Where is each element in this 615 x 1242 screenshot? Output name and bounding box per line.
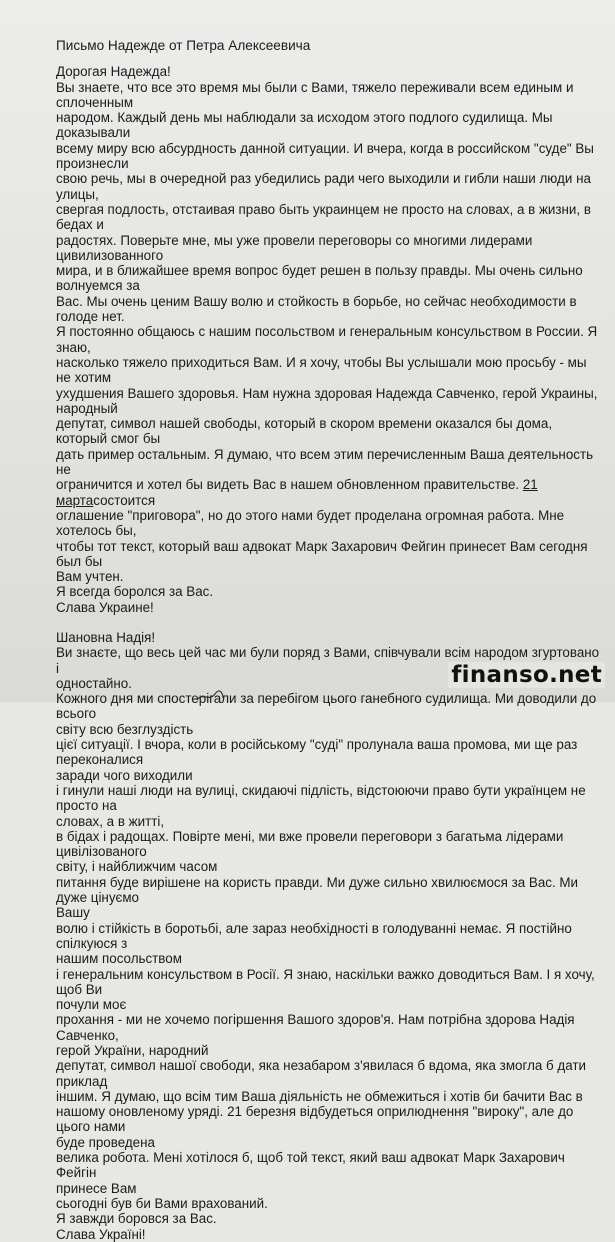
ru-text-line: народом. Каждый день мы наблюдали за исходом этого подлого судилища. Мы доказывали — [56, 110, 553, 141]
ru-text-line: Я постоянно общаюсь с нашим посольством и генеральным консульством в России. Я знаю, — [56, 324, 598, 355]
ua-text-line: питання буде вирішене на користь правди. Ми дуже сильно хвилюємося за Вас. Ми дуже цінуємо — [56, 874, 579, 906]
ua-text-line: нашим посольством — [56, 951, 182, 967]
russian-greeting: Дорогая Надежда! — [56, 64, 171, 80]
ru-text-line: свергая подлость, отстаивая право быть украинцем не просто на словах, а в жизни, в бедах и — [56, 201, 591, 233]
ua-text-line: Кожного дня ми спостерігали за перебігом цього ганебного судилища. Ми доводили до всього — [56, 691, 597, 722]
ru-text-line: чтобы тот текст, который ваш адвокат Марк Захарович Фейгин принесет Вам сегодня был бы — [56, 538, 588, 569]
date-suffix: состоится — [93, 492, 156, 508]
ru-text-line: всему миру всю абсурдность данной ситуации. И вчера, когда в российском "суде" Вы произнесли — [56, 140, 594, 172]
ua-text-line: волю і стійкість в боротьбі, але зараз необхідності в голодуванні немає. Я постійно спілкуюся з — [56, 920, 572, 951]
ru-text-line: Слава Украине! — [56, 599, 154, 615]
ua-text-line: почули моє — [56, 997, 127, 1013]
ua-text-line: Я завжди боровся за Вас. — [56, 1211, 217, 1227]
ru-text-line: Вас. Мы очень ценим Вашу волю и стойкость в борьбе, но сейчас необходимости в голоде нет. — [56, 293, 577, 325]
ru-text-line: Я всегда боролся за Вас. — [56, 584, 214, 600]
ua-text-line: Вашу — [56, 905, 90, 921]
ru-text-line: депутат, символ нашей свободы, который в скором времени оказался бы дома, который смог бы — [56, 416, 553, 447]
signature-scribble — [195, 688, 225, 702]
ua-text-line: Ви знаєте, що весь цей час ми були поряд з Вами, співчували всім народом згуртовано і — [56, 645, 600, 676]
ua-text-line: Слава Україні! — [56, 1226, 146, 1242]
ua-text-line: світу, і найближчим часом — [56, 859, 218, 875]
ru-text-line: оглашение "приговора", но до этого нами будет проделана огромная работа. Мне хотелось бы, — [56, 507, 565, 539]
ua-text-line: сьогодні був би Вами врахований. — [56, 1195, 268, 1211]
ua-text-line: принесе Вам — [56, 1180, 137, 1196]
ukrainian-section — [56, 630, 604, 1242]
ua-text-line: іншим. Я думаю, що всім тим Ваша діяльність не обмежиться і хотів би бачити Вас в — [56, 1088, 583, 1104]
ua-text-line: цієї ситуації. І вчора, коли в російському "суді" пролунала ваша промова, ми ще раз переконалися — [56, 737, 578, 768]
ua-text-line: світу всю безглуздість — [56, 721, 194, 737]
underlined-date: 21 марта — [56, 477, 538, 508]
russian-section — [56, 64, 604, 615]
ua-text-line: герой України, народний — [56, 1043, 209, 1058]
ua-text-line: нашому оновленому уряді. 21 березня відбудеться оприлюднення "вироку", але до цього нами — [56, 1104, 574, 1135]
ru-text-line: Вы знаете, что все это время мы были с Вами, тяжело переживали всем единым и сплоченным — [56, 79, 574, 110]
ru-text-line: Вам учтен. — [56, 569, 124, 585]
ua-text-line: заради чого виходили — [56, 767, 193, 783]
ua-text-line: словах, а в житті, — [56, 813, 165, 829]
ukrainian-greeting: Шановна Надія! — [56, 629, 156, 645]
russian-body — [56, 80, 604, 615]
letter-title: Письмо Надежде от Петра Алексеевича — [56, 38, 311, 53]
ua-text-line: і генеральним консульством в Росії. Я знаю, наскільки важко доводиться Вам. І я хочу, щоб Ви — [56, 966, 595, 997]
letter — [56, 38, 604, 1242]
ua-text-line: і гинули наші люди на вулиці, скидаючі підлість, відстоюючи право бути українцем не просто на — [56, 782, 586, 814]
ua-text-line: одностайно. — [56, 675, 132, 691]
ua-text-line: депутат, символ нашої свободи, яка незабаром з'явилася б вдома, яка змогла б дати приклад — [56, 1058, 587, 1089]
ru-text-line: дать пример остальным. Я думаю, что всем этим перечисленным Ваша деятельность не — [56, 446, 594, 478]
ru-text-line: ухудшения Вашего здоровья. Нам нужна здоровая Надежда Савченко, герой Украины, народный — [56, 385, 598, 416]
ru-text-line: мира, и в ближайшее время вопрос будет решен в пользу правды. Мы очень сильно волнуемся за — [56, 263, 583, 294]
ua-text-line: в бідах і радощах. Повірте мені, ми вже провели переговори з багатьма лідерами цивілізованого — [56, 828, 564, 860]
ua-text-line: прохання - ми не хочемо погіршення Вашого здоров'я. Нам потрібна здорова Надія Савченко, — [56, 1012, 575, 1043]
ru-text-line: ограничится и хотел бы видеть Вас в нашем обновленном правительстве. 21 мартасостоится — [56, 477, 538, 508]
ru-text-line: свою речь, мы в очередной раз убедились ради чего выходили и гибли наши люди на улицы, — [56, 171, 591, 202]
ua-text-line: буде проведена — [56, 1134, 155, 1150]
watermark-logo: finanso.net — [448, 662, 605, 688]
ukrainian-body — [56, 645, 604, 1242]
ru-text-line: радостях. Поверьте мне, мы уже провели переговоры со многими лидерами цивилизованного — [56, 232, 533, 263]
ru-text-line: насколько тяжело приходиться Вам. И я хочу, чтобы Вы услышали мою просьбу - мы не хотим — [56, 354, 587, 386]
ua-text-line: велика робота. Мені хотілося б, щоб той текст, який ваш адвокат Марк Захарович Фейгін — [56, 1150, 565, 1181]
